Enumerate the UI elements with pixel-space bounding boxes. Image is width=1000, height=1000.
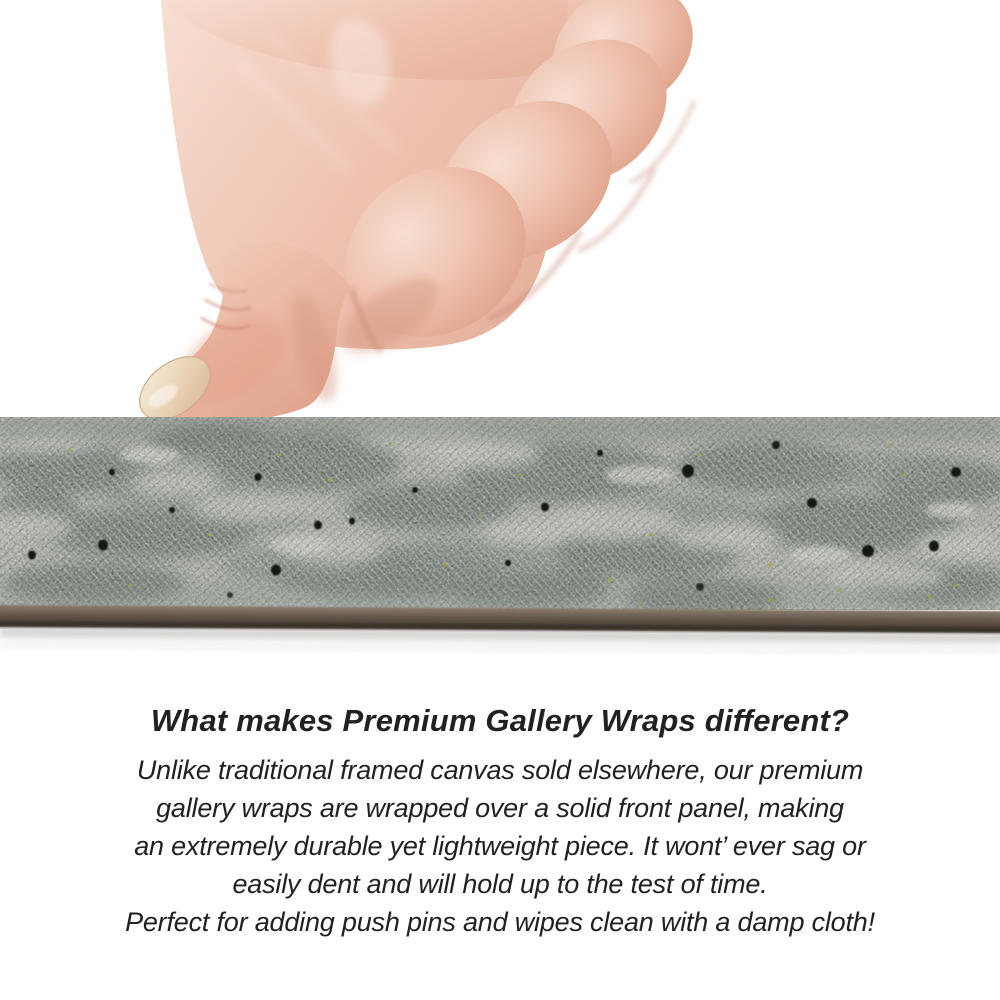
body-line-2: gallery wraps are wrapped over a solid front panel, making [156, 793, 844, 823]
description-text-block [0, 703, 1000, 941]
body-line-1: Unlike traditional framed canvas sold elsewhere, our premium [136, 755, 864, 785]
canvas-fabric [0, 415, 1000, 616]
body-line-5: Perfect for adding push pins and wipes clean with a damp cloth! [125, 907, 875, 937]
canvas-strip [0, 415, 1000, 655]
hand-photo [118, 0, 708, 420]
heading: What makes Premium Gallery Wraps different? [150, 703, 850, 738]
top-band [0, 415, 1000, 441]
grain-light [0, 417, 1000, 610]
body-line-3: an extremely durable yet lightweight piece. It wont’ ever sag or [134, 831, 866, 861]
body-line-4: easily dent and will hold up to the test of time. [232, 869, 768, 899]
